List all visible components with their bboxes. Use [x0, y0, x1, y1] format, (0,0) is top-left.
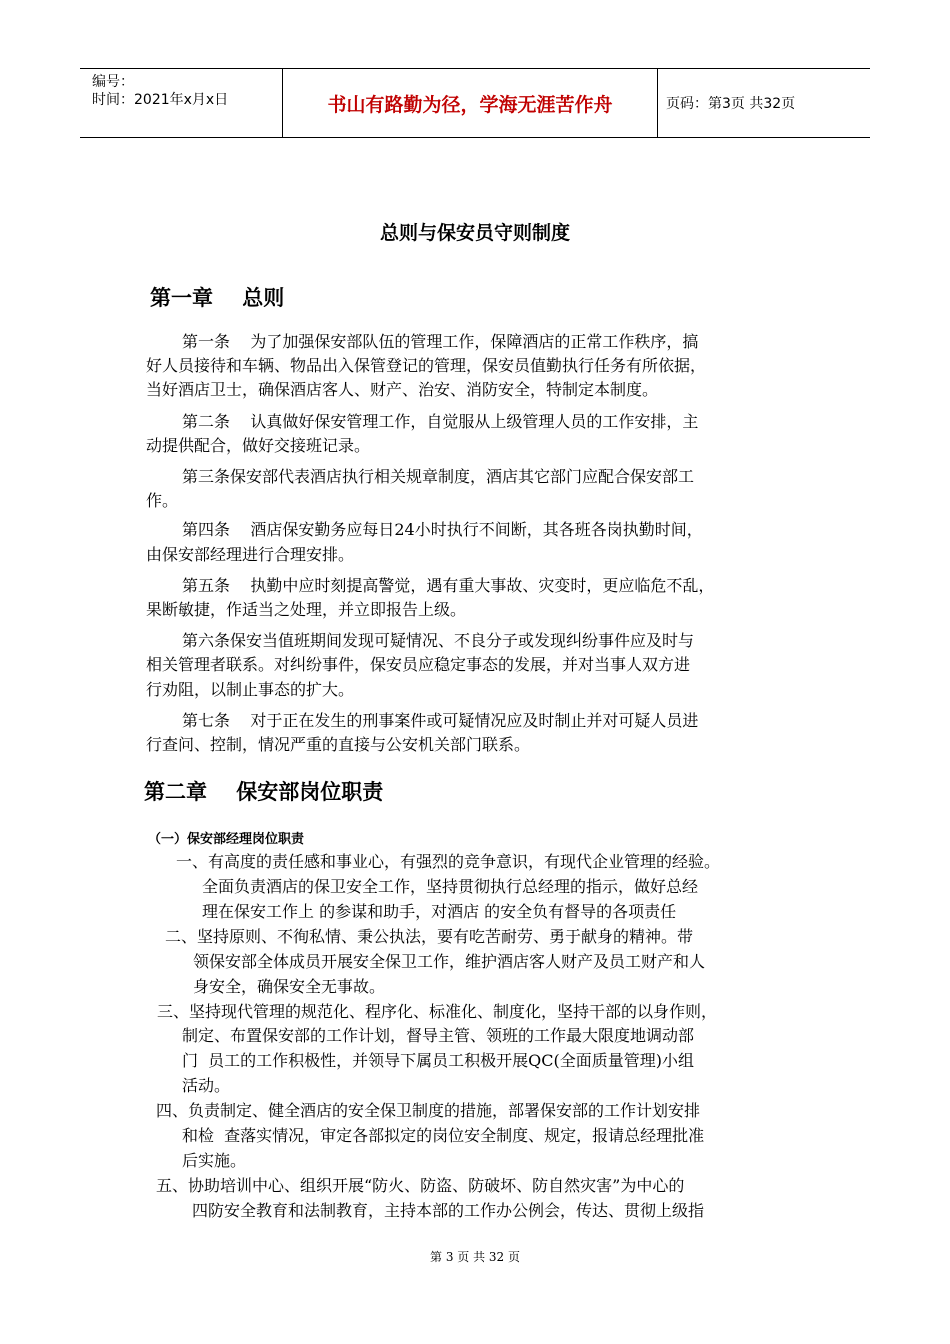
- text-line: 动提供配合，做好交接班记录。: [146, 436, 371, 455]
- doc-time-label: 时间：2021年x月x日: [92, 92, 229, 108]
- text-line: 门 员工的工作积极性，并领导下属员工积极开展QC(全面质量管理)小组: [182, 1051, 695, 1070]
- text-line: 作。: [146, 491, 179, 510]
- chapter-1-heading: 第一章 总则: [150, 286, 285, 310]
- header-motto: 书山有路勤为径，学海无涯苦作舟: [327, 93, 613, 116]
- text-line: 领保安部全体成员开展安全保卫工作，维护酒店客人财产及员工财产和人: [193, 952, 706, 971]
- text-line: 四、负责制定、健全酒店的安全保卫制度的措施，部署保安部的工作计划安排: [156, 1101, 701, 1120]
- text-line: 二、坚持原则、不徇私情、秉公执法，要有吃苦耐劳、勇于献身的精神。带: [165, 927, 694, 946]
- header-motto-cell: [283, 69, 658, 137]
- text-line: 第七条 对于正在发生的刑事案件或可疑情况应及时制止并对可疑人员进: [182, 711, 699, 730]
- text-line: 第五条 执勤中应时刻提高警觉，遇有重大事故、灾变时，更应临危不乱，: [182, 576, 715, 595]
- page-footer: 第 3 页 共 32 页: [430, 1250, 520, 1264]
- text-line: 活动。: [182, 1076, 231, 1095]
- text-line: 第一条 为了加强保安部队伍的管理工作，保障酒店的正常工作秩序，搞: [182, 332, 699, 351]
- doc-number-label: 编号：: [92, 74, 134, 90]
- text-line: 一、有高度的责任感和事业心，有强烈的竞争意识，有现代企业管理的经验。: [176, 852, 721, 871]
- document-title: 总则与保安员守则制度: [379, 222, 570, 244]
- chapter-2-heading: 第二章 保安部岗位职责: [144, 780, 384, 804]
- header-page-cell: [658, 69, 870, 137]
- text-line: 第三条保安部代表酒店执行相关规章制度，酒店其它部门应配合保安部工: [182, 467, 695, 486]
- text-line: 相关管理者联系。对纠纷事件，保安员应稳定事态的发展，并对当事人双方进: [146, 655, 691, 674]
- header-meta-cell: [80, 69, 283, 137]
- text-line: 五、协助培训中心、组织开展“防火、防盗、防破坏、防自然灾害”为中心的: [156, 1176, 685, 1195]
- text-line: 后实施。: [182, 1151, 247, 1170]
- text-line: 好人员接待和车辆、物品出入保管登记的管理，保安员值勤执行任务有所依据，: [146, 356, 707, 375]
- text-line: 第四条 酒店保安勤务应每日24小时执行不间断，其各班各岗执勤时间，: [182, 520, 703, 539]
- text-line: 全面负责酒店的保卫安全工作，坚持贯彻执行总经理的指示，做好总经: [202, 877, 699, 896]
- text-line: 身安全，确保安全无事故。: [193, 977, 386, 996]
- header-page-info: 页码：第3页 共32页: [666, 96, 796, 112]
- text-line: 四防安全教育和法制教育，主持本部的工作办公例会，传达、贯彻上级指: [192, 1201, 705, 1220]
- text-line: 当好酒店卫士，确保酒店客人、财产、治安、消防安全，特制定本制度。: [146, 380, 659, 399]
- section-1-heading: （一）保安部经理岗位职责: [148, 832, 305, 847]
- text-line: 三、坚持现代管理的规范化、程序化、标准化、制度化，坚持干部的以身作则，: [157, 1002, 718, 1021]
- text-line: 行查问、控制，情况严重的直接与公安机关部门联系。: [146, 735, 531, 754]
- text-line: 和检 查落实情况，审定各部拟定的岗位安全制度、规定，报请总经理批准: [182, 1126, 705, 1145]
- text-line: 第二条 认真做好保安管理工作，自觉服从上级管理人员的工作安排，主: [182, 412, 699, 431]
- text-line: 第六条保安当值班期间发现可疑情况、不良分子或发现纠纷事件应及时与: [182, 631, 695, 650]
- text-line: 行劝阻，以制止事态的扩大。: [146, 680, 355, 699]
- text-line: 由保安部经理进行合理安排。: [146, 545, 355, 564]
- page-header: [80, 68, 870, 138]
- text-line: 果断敏捷，作适当之处理，并立即报告上级。: [146, 600, 467, 619]
- text-line: 制定、布置保安部的工作计划，督导主管、领班的工作最大限度地调动部: [182, 1026, 695, 1045]
- text-line: 理在保安工作上 的参谋和助手，对酒店 的安全负有督导的各项责任: [202, 902, 677, 921]
